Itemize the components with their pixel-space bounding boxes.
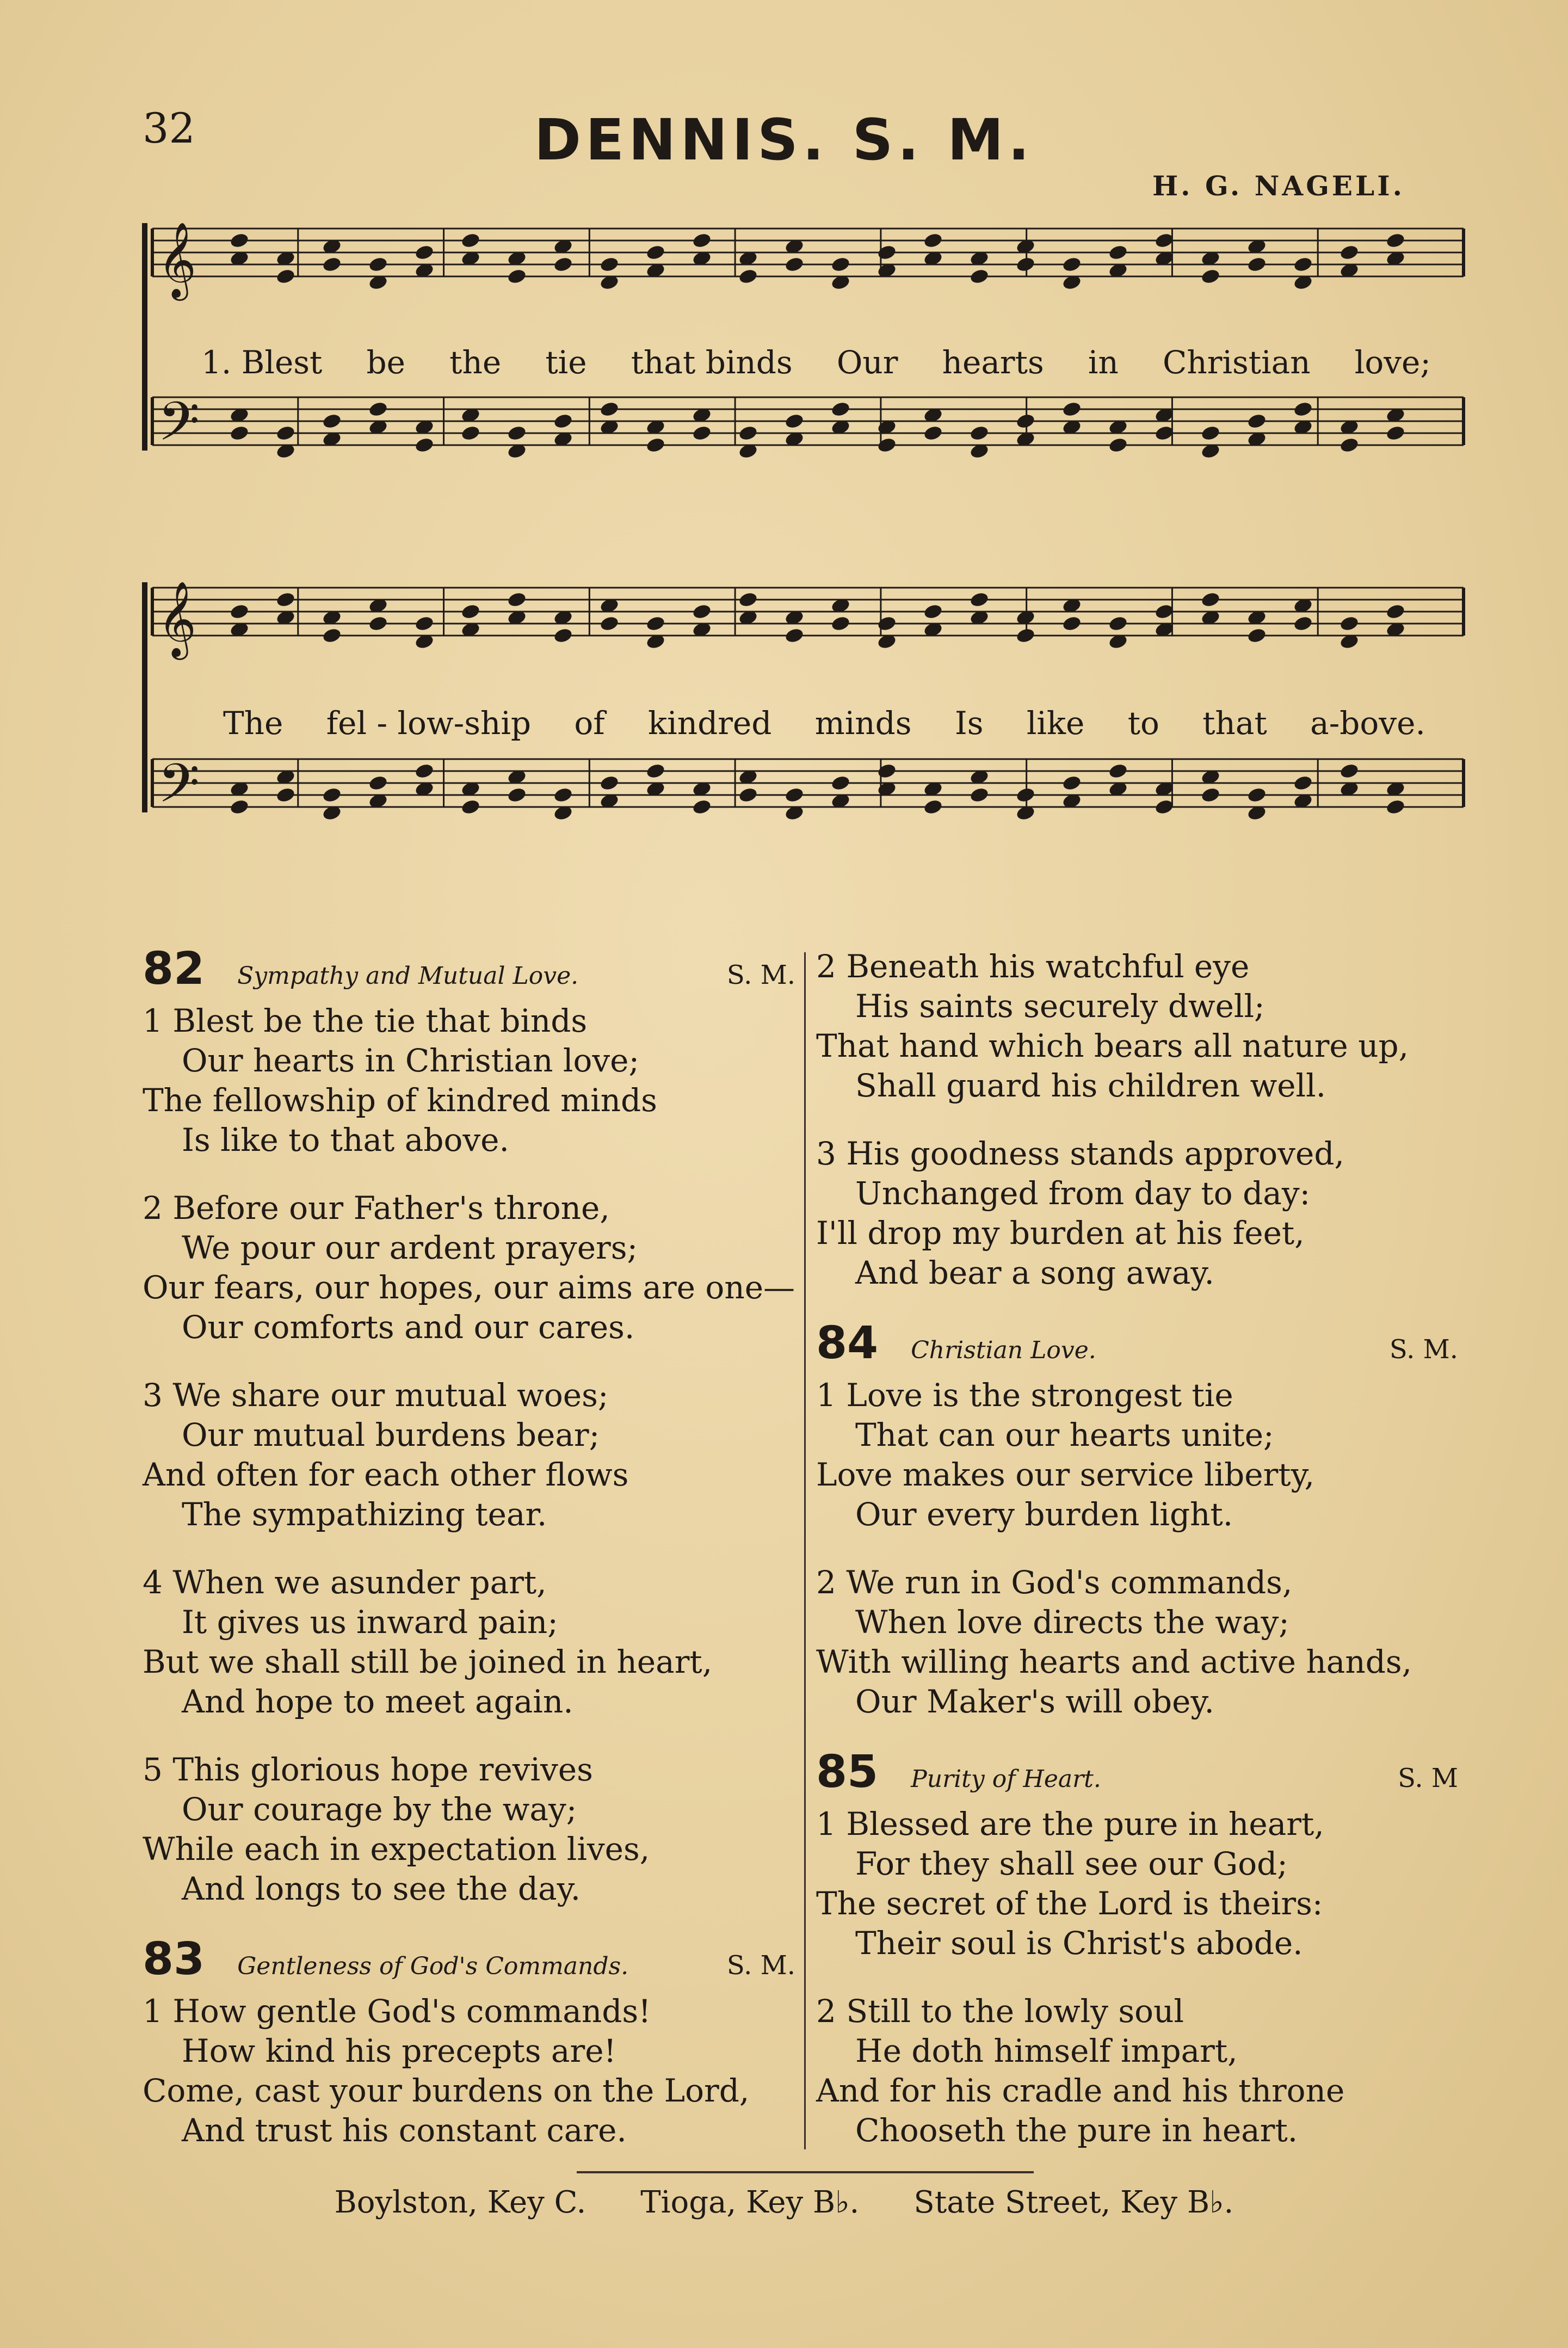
note-head: [738, 786, 758, 804]
note-head: [322, 786, 342, 804]
hymn: [816, 1746, 1458, 2150]
note-head: [553, 786, 573, 804]
alternate-tune: Tioga, Key B♭.: [640, 2185, 860, 2220]
note-head: [1246, 786, 1267, 804]
verse-line: And for his cradle and his throne: [816, 2072, 1345, 2109]
note-head: [1339, 244, 1360, 261]
verse-line: 3 His goodness stands approved,: [816, 1135, 1344, 1172]
note-head: [229, 798, 250, 816]
stanza: [143, 1750, 795, 1909]
lyric-word: a-bove.: [1310, 705, 1425, 742]
lyric-word: be: [366, 344, 405, 381]
note-head: [1200, 591, 1221, 608]
note-head: [692, 603, 712, 620]
hymn-number: 82: [143, 943, 205, 995]
note-head: [1061, 615, 1082, 632]
note-head: [368, 774, 388, 792]
verse-line: For they shall see our God;: [855, 1845, 1288, 1882]
hymn-subject: Sympathy and Mutual Love.: [237, 962, 579, 990]
stanza: [816, 1992, 1458, 2150]
verse-line: While each in expectation lives,: [143, 1831, 650, 1868]
left-hymn-column: [143, 943, 795, 2179]
verse-line: The fellowship of kindred minds: [143, 1082, 657, 1119]
note-head: [923, 232, 943, 249]
note-head: [460, 232, 481, 249]
stanza: [143, 1001, 795, 1160]
note-head: [784, 627, 805, 644]
bass-clef-icon: 𝄢: [158, 753, 200, 828]
hymn-meter: S. M: [1398, 1763, 1458, 1794]
verse-line: 2 We run in God's commands,: [816, 1564, 1293, 1601]
verse-line: Our courage by the way;: [182, 1791, 577, 1828]
lyric-word: that: [1202, 705, 1267, 742]
lyric-line-2: [141, 705, 1469, 742]
note-head: [876, 436, 897, 454]
note-head: [229, 232, 250, 249]
note-head: [1385, 798, 1406, 816]
note-head: [599, 615, 620, 632]
page-number: 32: [143, 104, 195, 152]
note-head: [1061, 256, 1082, 273]
verse-line: Our mutual burdens bear;: [182, 1416, 600, 1453]
note-head: [969, 268, 990, 285]
alternate-tunes: [0, 2185, 1568, 2220]
stanza: [816, 1376, 1458, 1534]
note-head: [368, 615, 388, 632]
note-head: [1293, 400, 1313, 418]
hymn: [816, 947, 1458, 1293]
verse-line: When love directs the way;: [855, 1604, 1289, 1641]
note-head: [876, 244, 897, 261]
lyric-word: hearts: [942, 344, 1044, 381]
verse-line: 1 Blessed are the pure in heart,: [816, 1805, 1324, 1842]
note-head: [784, 256, 805, 273]
verse-line: It gives us inward pain;: [182, 1604, 558, 1641]
verse-line: 3 We share our mutual woes;: [143, 1377, 609, 1414]
note-head: [969, 786, 990, 804]
note-head: [830, 774, 851, 792]
verse-line: That can our hearts unite;: [855, 1416, 1274, 1453]
lyric-word: tie: [545, 344, 587, 381]
note-head: [830, 615, 851, 632]
note-head: [599, 400, 620, 418]
note-head: [507, 268, 527, 285]
alternate-tune: State Street, Key B♭.: [913, 2185, 1234, 2220]
verse-line: Their soul is Christ's abode.: [855, 1925, 1303, 1962]
verse-line: Chooseth the pure in heart.: [855, 2112, 1298, 2149]
hymn-heading: [143, 1933, 795, 1986]
verse-line: How kind his precepts are!: [182, 2032, 616, 2069]
note-head: [553, 627, 573, 644]
staff-notation: [141, 207, 1469, 882]
column-divider: [804, 952, 806, 2149]
stanza: [816, 1563, 1458, 1722]
verse-line: Our fears, our hopes, our aims are one—: [143, 1269, 795, 1306]
note-head: [229, 603, 250, 620]
note-head: [553, 256, 573, 273]
verse-line: 2 Before our Father's throne,: [143, 1190, 610, 1227]
note-head: [1385, 424, 1406, 442]
note-head: [1015, 412, 1036, 430]
treble-clef-icon: 𝄞: [158, 581, 196, 657]
verse-line: 5 This glorious hope revives: [143, 1751, 593, 1788]
verse-line: His saints securely dwell;: [855, 988, 1265, 1025]
note-head: [1015, 786, 1036, 804]
verse-line: Our Maker's will obey.: [855, 1683, 1214, 1720]
note-head: [1246, 627, 1267, 644]
verse-line: Shall guard his children well.: [855, 1067, 1326, 1104]
note-head: [368, 400, 388, 418]
note-head: [414, 615, 435, 632]
note-head: [1108, 244, 1128, 261]
note-head: [645, 762, 666, 780]
verse-line: Come, cast your burdens on the Lord,: [143, 2072, 750, 2109]
lyric-word: fel - low-ship: [326, 705, 532, 742]
bass-clef-icon: 𝄢: [158, 391, 200, 466]
lyric-word: love;: [1354, 344, 1431, 381]
note-head: [692, 424, 712, 442]
note-head: [460, 603, 481, 620]
note-head: [1385, 603, 1406, 620]
verse-line: And trust his constant care.: [182, 2112, 627, 2149]
note-head: [275, 786, 296, 804]
lyric-word: Christian: [1163, 344, 1311, 381]
verse-line: Our comforts and our cares.: [182, 1309, 635, 1346]
note-head: [969, 424, 990, 442]
right-hymn-column: [816, 947, 1458, 2179]
verse-line: And hope to meet again.: [182, 1683, 573, 1720]
verse-line: Is like to that above.: [182, 1121, 509, 1158]
lyric-word: the: [449, 344, 502, 381]
note-head: [645, 244, 666, 261]
treble-clef-icon: 𝄞: [158, 222, 196, 298]
note-head: [876, 615, 897, 632]
hymn: [816, 1317, 1458, 1722]
composer: H. G. NAGELI.: [1152, 170, 1405, 202]
lyric-word: 1. Blest: [201, 344, 323, 381]
lyric-word: in: [1088, 344, 1119, 381]
note-head: [322, 412, 342, 430]
note-head: [599, 774, 620, 792]
note-head: [1061, 400, 1082, 418]
note-head: [414, 762, 435, 780]
note-head: [645, 436, 666, 454]
note-head: [1293, 615, 1313, 632]
note-head: [507, 786, 527, 804]
note-head: [1015, 627, 1036, 644]
note-head: [275, 424, 296, 442]
note-head: [322, 627, 342, 644]
alternate-tune: Boylston, Key C.: [334, 2185, 587, 2220]
hymn: [143, 943, 795, 1909]
note-head: [1339, 762, 1360, 780]
verse-line: 2 Still to the lowly soul: [816, 1993, 1184, 2030]
hymn: [143, 1933, 795, 2150]
tune-title: DENNIS. S. M.: [534, 107, 1034, 173]
note-head: [553, 412, 573, 430]
verse-line: Our hearts in Christian love;: [182, 1042, 639, 1079]
note-head: [1339, 436, 1360, 454]
stanza: [143, 1188, 795, 1347]
note-head: [923, 603, 943, 620]
verse-line: 1 How gentle God's commands!: [143, 1993, 651, 2030]
music-score: [141, 207, 1469, 882]
note-head: [507, 591, 527, 608]
stanza: [143, 1563, 795, 1722]
note-head: [738, 268, 758, 285]
note-head: [645, 615, 666, 632]
note-head: [1108, 436, 1128, 454]
note-head: [1061, 774, 1082, 792]
note-head: [414, 244, 435, 261]
verse-line: Unchanged from day to day:: [855, 1175, 1311, 1212]
note-head: [1246, 412, 1267, 430]
verse-line: And often for each other flows: [143, 1456, 629, 1493]
note-head: [784, 786, 805, 804]
note-head: [923, 424, 943, 442]
note-head: [738, 424, 758, 442]
note-head: [460, 798, 481, 816]
verse-line: He doth himself impart,: [855, 2032, 1238, 2069]
lyric-word: kindred: [648, 705, 772, 742]
note-head: [275, 591, 296, 608]
note-head: [1385, 232, 1406, 249]
note-head: [1108, 615, 1128, 632]
note-head: [1200, 268, 1221, 285]
hymn-meter: S. M.: [1389, 1334, 1458, 1365]
verse-line: 1 Blest be the tie that binds: [143, 1002, 588, 1039]
hymn-heading: [143, 943, 795, 996]
hymn-heading: [816, 1317, 1458, 1370]
verse-line: The sympathizing tear.: [182, 1496, 547, 1533]
note-head: [1246, 256, 1267, 273]
verse-line: Our every burden light.: [855, 1496, 1233, 1533]
lyric-word: Is: [954, 705, 984, 742]
hymn-number: 83: [143, 1933, 205, 1985]
verse-line: And longs to see the day.: [182, 1870, 581, 1907]
hymn-meter: S. M.: [726, 960, 795, 990]
stanza: [143, 1376, 795, 1534]
note-head: [738, 591, 758, 608]
note-head: [1339, 615, 1360, 632]
stanza: [816, 1804, 1458, 1963]
verse-line: And bear a song away.: [855, 1254, 1214, 1291]
note-head: [692, 232, 712, 249]
lyric-word: that binds: [631, 344, 793, 381]
note-head: [322, 256, 342, 273]
hymn-meter: S. M.: [726, 1950, 795, 1981]
verse-line: 2 Beneath his watchful eye: [816, 948, 1250, 985]
stanza: [816, 1134, 1458, 1293]
note-head: [599, 256, 620, 273]
note-head: [784, 412, 805, 430]
note-head: [1015, 256, 1036, 273]
note-head: [969, 591, 990, 608]
note-head: [1108, 762, 1128, 780]
verse-line: That hand which bears all nature up,: [816, 1027, 1409, 1064]
verse-line: I'll drop my burden at his feet,: [816, 1215, 1305, 1252]
note-head: [368, 256, 388, 273]
note-head: [876, 762, 897, 780]
note-head: [692, 798, 712, 816]
verse-line: With willing hearts and active hands,: [816, 1643, 1412, 1680]
note-head: [830, 256, 851, 273]
note-head: [923, 798, 943, 816]
note-head: [1200, 786, 1221, 804]
note-head: [275, 268, 296, 285]
verse-line: The secret of the Lord is theirs:: [816, 1885, 1323, 1922]
verse-line: 1 Love is the strongest tie: [816, 1377, 1233, 1414]
note-head: [1200, 424, 1221, 442]
hymn-subject: Gentleness of God's Commands.: [237, 1952, 629, 1980]
lyric-word: The: [223, 705, 283, 742]
hymn-number: 85: [816, 1746, 879, 1798]
verse-line: 4 When we asunder part,: [143, 1564, 547, 1601]
footer-rule: [577, 2171, 1034, 2173]
lyric-word: of: [574, 705, 605, 742]
stanza: [143, 1992, 795, 2150]
stanza: [816, 947, 1458, 1106]
verse-line: Love makes our service liberty,: [816, 1456, 1315, 1493]
verse-line: But we shall still be joined in heart,: [143, 1643, 713, 1680]
note-head: [507, 424, 527, 442]
lyric-word: Our: [836, 344, 898, 381]
hymn-subject: Purity of Heart.: [911, 1765, 1101, 1793]
note-head: [1293, 256, 1313, 273]
hymn-heading: [816, 1746, 1458, 1799]
note-head: [460, 424, 481, 442]
lyric-word: like: [1026, 705, 1085, 742]
lyric-word: to: [1127, 705, 1159, 742]
hymn-number: 84: [816, 1317, 879, 1369]
lyric-line-1: [141, 344, 1469, 381]
hymn-subject: Christian Love.: [911, 1336, 1096, 1364]
note-head: [830, 400, 851, 418]
note-head: [1293, 774, 1313, 792]
lyric-word: minds: [814, 705, 912, 742]
verse-line: We pour our ardent prayers;: [182, 1229, 638, 1266]
note-head: [229, 424, 250, 442]
note-head: [414, 436, 435, 454]
